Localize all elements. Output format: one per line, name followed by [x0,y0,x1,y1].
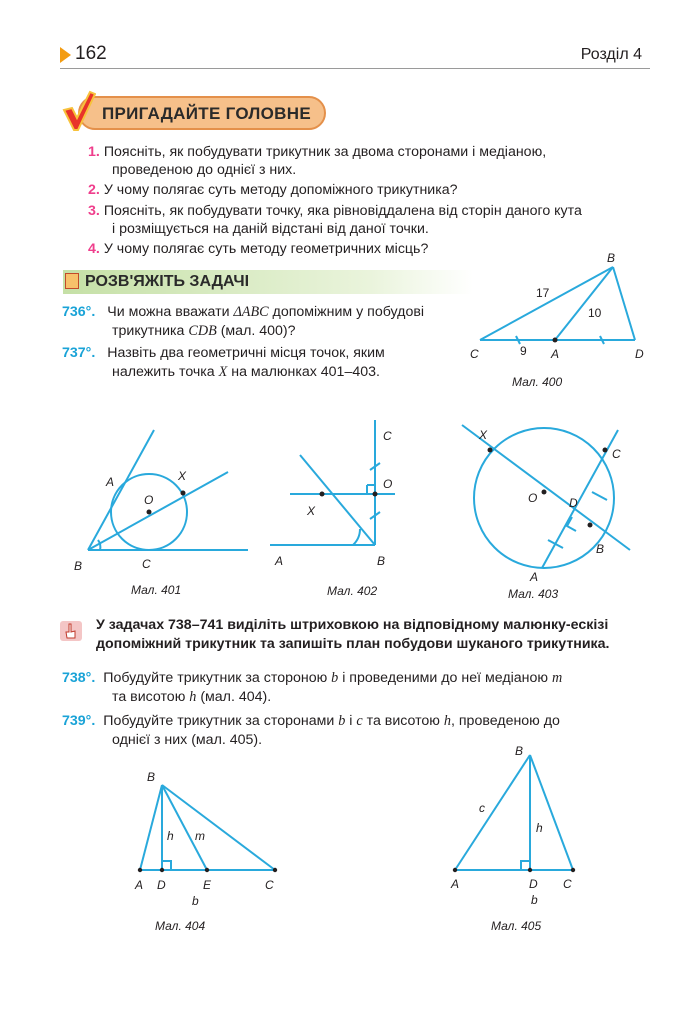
figure-405 [445,740,595,940]
pencil-icon [65,273,79,289]
svg-text:17: 17 [536,286,550,300]
svg-text:C: C [470,347,479,361]
hand-pointer-icon [60,621,82,641]
svg-text:A: A [106,475,115,489]
caption-404: Мал. 404 [155,919,206,933]
svg-text:b: b [192,894,199,908]
svg-text:C: C [265,878,274,892]
recall-heading-badge [78,96,326,130]
task-instruction: У задачах 738–741 виділіть штриховкою на відповідному малюнку-ескізі допоміжний трикутник та запишіть план побудови шуканого трикутника. [96,617,610,652]
svg-text:h: h [167,829,174,843]
svg-text:A: A [135,878,144,892]
svg-text:X: X [307,504,316,518]
svg-text:A: A [275,554,284,568]
svg-text:B: B [377,554,386,568]
caption-402: Мал. 402 [327,584,378,598]
svg-text:B: B [74,559,83,573]
svg-text:O: O [144,493,154,507]
svg-text:10: 10 [588,306,602,320]
svg-text:B: B [515,744,524,758]
svg-text:A: A [451,877,460,891]
figure-403 [450,420,650,605]
svg-text:D: D [157,878,166,892]
solve-heading: РОЗВ'ЯЖІТЬ ЗАДАЧІ [85,273,250,290]
svg-text:C: C [612,447,621,461]
recall-item-4: 4. У чому полягає суть методу геометричних місць? [88,241,429,257]
svg-text:b: b [531,893,538,907]
recall-heading: ПРИГАДАЙТЕ ГОЛОВНЕ [102,104,311,123]
caption-400: Мал. 400 [512,375,563,389]
section-title: Розділ 4 [580,46,642,63]
svg-text:A: A [530,570,539,584]
recall-item-3: 3. Поясніть, як побудувати точку, яка рівновіддалена від сторін даного кута і розміщується на даній відстані від даної точки. [88,203,582,237]
page-number: 162 [75,43,107,64]
svg-text:B: B [596,542,605,556]
recall-item-2: 2. У чому полягає суть методу допоміжного трикутника? [88,182,458,198]
svg-text:C: C [563,877,572,891]
figure-401 [70,420,260,605]
svg-text:D: D [635,347,644,361]
caption-405: Мал. 405 [491,919,542,933]
solve-heading-bar [63,270,473,294]
problem-738: 738°. Побудуйте трикутник за стороною b і проведеними до неї медіаною m та висотою h (мал. 404). [62,670,563,705]
svg-text:E: E [203,878,212,892]
svg-text:C: C [383,429,392,443]
svg-text:A: A [551,347,560,361]
svg-text:m: m [195,829,205,843]
problem-739: 739°. Побудуйте трикутник за сторонами b і c та висотою h, проведеною до однієї з них (мал. 405). [62,713,560,748]
svg-text:O: O [528,491,538,505]
svg-text:O: O [383,477,393,491]
svg-text:D: D [569,496,578,510]
page-marker-icon [60,47,71,63]
caption-401: Мал. 401 [131,583,182,597]
svg-text:X: X [479,428,488,442]
figure-404 [125,765,295,940]
svg-text:h: h [536,821,543,835]
problem-736: 736°. Чи можна вважати ΔABC допоміжним у побудові трикутника CDB (мал. 400)? [62,304,425,339]
svg-text:C: C [142,557,151,571]
svg-text:D: D [529,877,538,891]
figure-402 [265,415,415,605]
checkmark-icon [62,90,96,132]
figure-400 [460,245,660,395]
problem-737: 737°. Назвіть два геометричні місця точок, яким належить точка X на малюнках 401–403. [62,345,385,380]
svg-text:X: X [178,469,187,483]
svg-text:B: B [147,770,156,784]
recall-item-1: 1. Поясніть, як побудувати трикутник за двома сторонами і медіаною, проведеною до однієї з них. [88,144,547,178]
header-divider [60,68,650,69]
svg-text:c: c [479,801,485,815]
caption-403: Мал. 403 [508,587,559,601]
svg-text:9: 9 [520,344,527,358]
svg-text:B: B [607,251,616,265]
